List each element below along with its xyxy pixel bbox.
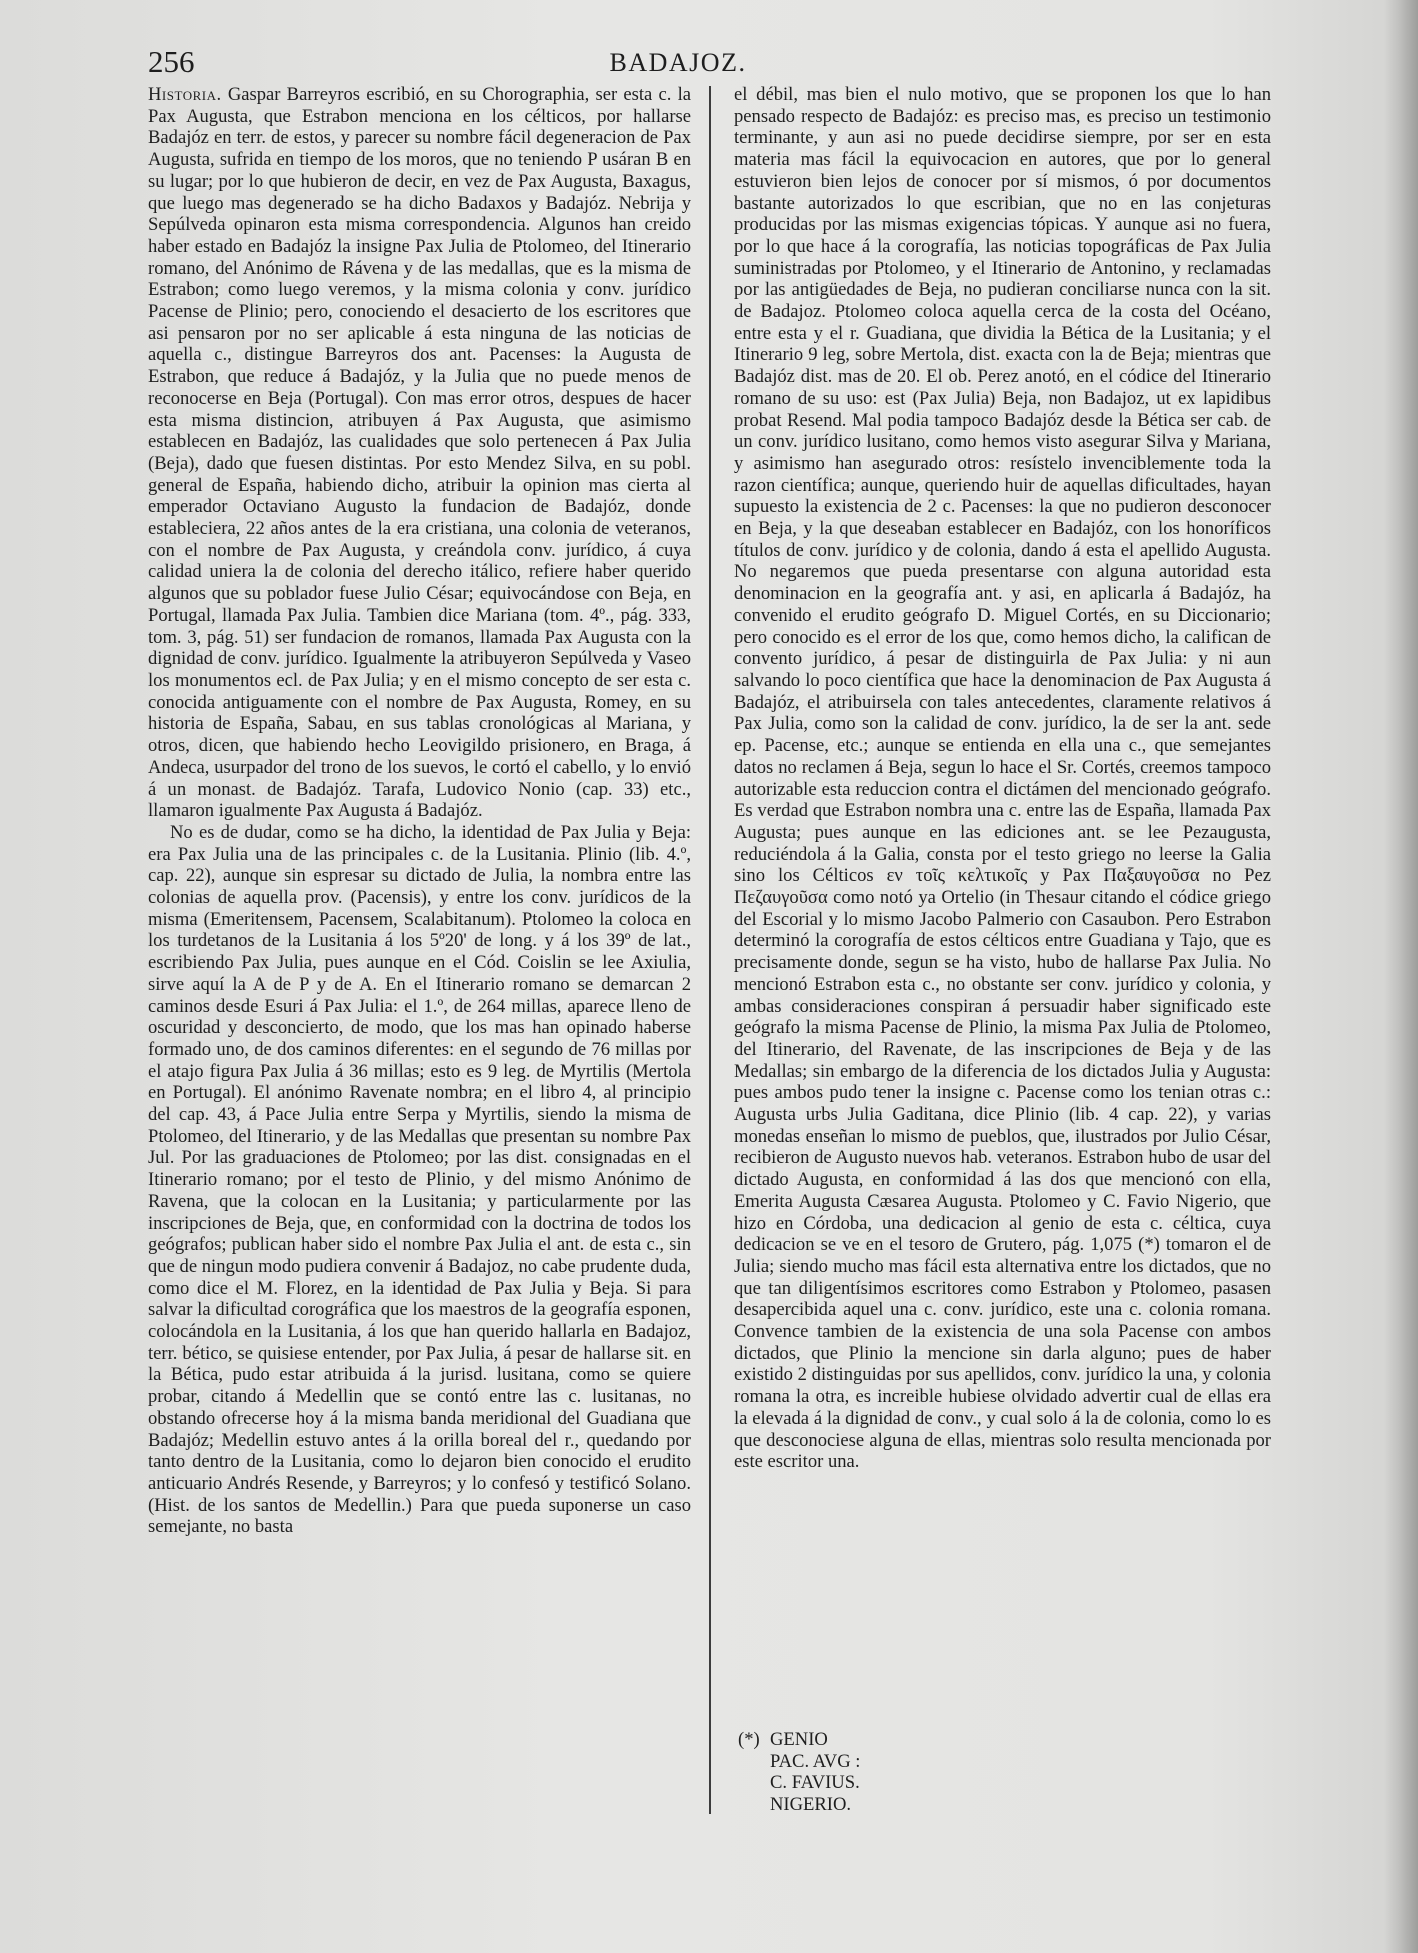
running-title: BADAJOZ. <box>609 48 747 77</box>
inscription-line: C. FAVIUS. <box>770 1772 860 1793</box>
left-column <box>148 84 691 1814</box>
paragraph-continuation: el débil, mas bien el nulo motivo, que se proponen los que lo han pensado respecto de Badajóz: es preciso mas, es preciso un testimonio terminante, y aun asi no puede decidirse siempre, por ser en esta materia mas fácil la equivocacion en autores, que por lo general estuvieron bien lejos de conocer por sí mismos, ó por documentos bastante autorizados lo que escribian, que no en las conjeturas producidas por las mismas exigencias tópicas. Y aunque asi no fuera, por lo que hace á la corografía, las noticias topográficas de Pax Julia suministradas por Ptolomeo, y el Itinerario de Antonino, y reclamadas por las antigüedades de Beja, no pudieran conciliarse nunca con la sit. de Badajoz. Ptolomeo coloca aquella cerca de la costa del Océano, entre esta y el r. Guadiana, que dividia la Bética de la Lusitania; y el Itinerario 9 leg, sobre Mertola, dist. exacta con la de Beja; mientras que Badajóz dist. mas de 20. El ob. Perez anotó, en el códice del Itinerario romano de su uso: est (Pax Julia) Beja, non Badajoz, ut ex lapidibus probat Resend. Mal podia tampoco Badajóz desde la Bética ser cab. de un conv. jurídico lusitano, como hemos visto asegurar Silva y Mariana, y asimismo han asegurado otros: resístelo invenciblemente toda la razon científica; aunque, queriendo huir de aquellas dificultades, hayan supuesto la existencia de 2 c. Pacenses: la que no pudieron desconocer en Beja, y la que deseaban establecer en Badajóz, con los honoríficos títulos de conv. jurídico y de colonia, dando á esta el apellido Augusta. No negaremos que pueda presentarse con alguna autoridad esta denominacion en la geografía ant. y asi, en aplicarla á Badajóz, ha convenido el erudito geógrafo D. Miguel Cortés, en su Diccionario; pero conocido es el error de los que, como hemos dicho, la califican de convento jurídico, á pesar de distinguirla de Pax Julia: y ni aun salvando lo poco científica que hace la denominacion de Pax Augusta á Badajóz, el atribuirsela con tales antecedentes, claramente relativos á Pax Julia, como son la calidad de conv. jurídico, la de ser la ant. sede ep. Pacense, etc.; aunque se entienda en ella una c., que semejantes datos no reclamen á Beja, segun lo hace el Sr. Cortés, creemos tampoco autorizable esta reduccion contra el dictámen del mencionado geógrafo. Es verdad que Estrabon nombra una c. entre las de España, llamada Pax Augusta; pues aunque en las ediciones ant. se lee Pezaugusta, reduciéndola á la Galia, consta por el testo griego no leerse la Galia sino los Célticos εν τοῖς κελτικοῖς y Pax Παξαυγοῦσα no Pez Πεζαυγοῦσα como notó ya Ortelio (in Thesaur citando el códice griego del Escorial y lo mismo Jacobo Palmerio con Casaubon. Pero Estrabon determinó la corografía de estos célticos entre Guadiana y Tajo, que es precisamente donde, segun se ha visto, hubo de hallarse Pax Julia. No mencionó Estrabon esta c., no obstante ser conv. jurídico y colonia, y ambas consideraciones conspiran á persuadir haber significado este geógrafo la misma Pacense de Plinio, la misma Pax Julia de Ptolomeo, del Itinerario, del Ravenate, de las inscripciones de Beja y de las Medallas; sin embargo de la diferencia de los dictados Julia y Augusta: pues ambos pudo tener la insigne c. Pacense como los tenian otras c.: Augusta urbs Julia Gaditana, dice Plinio (lib. 4 cap. 22), y varias monedas enseñan lo mismo de pueblos, que, ilustrados por Julio César, recibieron de Augusto nuevos hab. veteranos. Estrabon hubo de usar del dictado Augusta, en conformidad á las dos que mencionó con ella, Emerita Augusta Cæsarea Augusta. Ptolomeo y C. Favio Nigerio, que hizo en Córdoba, una dedicacion al genio de esta c. céltica, cuya dedicacion se ve en el tesoro de Grutero, pág. 1,075 (*) tomaron el de Julia; siendo mucho mas fácil esta alternativa entre los dictados, que no que tan diligentísimos escritores como Estrabon y Ptolomeo, pasasen desapercibida aquel una c. conv. jurídico, este una c. colonia romana. Convence tambien de la existencia de una sola Pacense con ambos dictados, que Plinio la mencione sin darla alguno; pues de haber existido 2 distinguidas por sus apellidos, conv. jurídico la una, y colonia romana la otra, es increible hubiese olvidado advertir cual de ellas era la elevada á la dignidad de conv., y cual solo á la de colonia, como lo es que desconociese alguna de ellas, mientras solo resulta mencionada por este escritor una. <box>734 84 1271 1473</box>
paragraph-historia <box>148 84 691 822</box>
page-number: 256 <box>148 44 195 79</box>
paragraph-pax-julia: No es de dudar, como se ha dicho, la identidad de Pax Julia y Beja: era Pax Julia una de las principales c. de la Lusitania. Plinio (lib. 4.º, cap. 22), aunque sin espresar su dictado de Julia, la nombra entre las colonias de aquella prov. (Pacensis), y entre los conv. jurídicos de la misma (Emeritensem, Pacensem, Scalabitanum). Ptolomeo la coloca en los turdetanos de la Lusitania á los 5º20' de long. y á los 39º de lat., escribiendo Pax Julia, pues aunque en el Cód. Coislin se lee Axiulia, sirve aquí la A de P y de A. En el Itinerario romano se demarcan 2 caminos desde Esuri á Pax Julia: el 1.º, de 264 millas, aparece lleno de oscuridad y desconcierto, de modo, que los mas han opinado haberse formado uno, de dos caminos diferentes: en el segundo de 76 millas por el atajo figura Pax Julia á 36 millas; esto es 9 leg. de Myrtilis (Mertola en Portugal). El anónimo Ravenate nombra; en el libro 4, al principio del cap. 43, á Pace Julia entre Serpa y Myrtilis, siendo la misma de Ptolomeo, del Itinerario, y de las Medallas que presentan su nombre Pax Jul. Por las graduaciones de Ptolomeo; por las dist. consignadas en el Itinerario romano; por el testo de Plinio, y del mismo Anónimo de Ravena, que la colocan en la Lusitania; y particularmente por las inscripciones de Beja, que, en conformidad con la doctrina de todos los geógrafos; publican haber sido el nombre Pax Julia el ant. de esta c., sin que de ningun modo pudiera convenir á Badajoz, no cabe prudente duda, como dice el M. Florez, en la identidad de Pax Julia y Beja. Si para salvar la dificultad corográfica que los maestros de la geografía esponen, colocándola en la Lusitania, á los que han querido hallarla en Badajoz, terr. bético, se quisiese entender, por Pax Julia, á pesar de hallarse sit. en la Bética, pudo estar atribuida á la jurisd. lusitana, como se quiere probar, citando á Medellin que se contó entre las c. lusitanas, no obstando ofrecerse hoy á la misma banda meridional del Guadiana que Badajóz; Medellin estuvo antes á la orilla boreal del r., quedando por tanto dentro de la Lusitania, como lo dejaron bien conocido el erudito anticuario Andrés Resende, y Barreyros; y lo confesó y testificó Solano. (Hist. de los santos de Medellin.) Para que pueda suponerse un caso semejante, no basta <box>148 821 691 1538</box>
paragraph-historia-text: Gaspar Barreyros escribió, en su Chorographia, ser esta c. la Pax Augusta, que Estrabon menciona en los célticos, por hallarse Badajóz en terr. de estos, y parecer su nombre fácil degeneracion de Pax Augusta, sufrida en tiempo de los moros, que no teniendo P usáran B en su lugar; por lo que hubieron de decir, en vez de Pax Augusta, Baxagus, que luego mas degenerado se ha dicho Badaxos y Badajóz. Nebrija y Sepúlveda opinaron esta misma correspondencia. Algunos han creido haber estado en Badajóz la insigne Pax Julia de Ptolomeo, del Itinerario romano, del Anónimo de Rávena y de las medallas, que es la misma de Estrabon; como luego veremos, y la misma colonia y conv. jurídico Pacense de Plinio; pero, conociendo el desacierto de los escritores que asi pensaron por no ser aplicable á esta ninguna de las noticias de aquella c., distingue Barreyros dos ant. Pacenses: la Augusta de Estrabon, que reduce á Badajóz, y la Julia que no puede menos de reconocerse en Beja (Portugal). Con mas error otros, despues de hacer esta misma distincion, atribuyen á Pax Augusta, que asimismo establecen en Badajóz, las cualidades que solo pertenecen á Pax Julia (Beja), dado que fuesen distintas. Por esto Mendez Silva, en su pobl. general de España, habiendo dicho, atribuir la opinion mas cierta al emperador Octaviano Augusto la fundacion de Badajóz, donde estableciera, 22 años antes de la era cristiana, una colonia de veteranos, con el nombre de Pax Augusta, y creándola conv. jurídico, á cuya calidad uniera la de colonia del derecho itálico, refiere haber querido algunos que su poblador fuese Julio César; equivocándose con Beja, en Portugal, llamada Pax Julia. Tambien dice Mariana (tom. 4º., pág. 333, tom. 3, pág. 51) ser fundacion de romanos, llamada Pax Augusta con la dignidad de conv. jurídico. Igualmente la atribuyeron Sepúlveda y Vaseo los monumentos ecl. de Pax Julia; y en el mismo concepto de ser esta c. conocida antiguamente con el nombre de Pax Augusta, Romey, en su historia de España, Sabau, en sus tablas cronológicas al Mariana, y otros, dicen, que habiendo hecho Leovigildo prisionero, en Braga, á Andeca, usurpador del trono de los suevos, le cortó el cabello, y lo envió á un monast. de Badajóz. Tarafa, Ludovico Nonio (cap. 33) etc., llamaron igualmente Pax Augusta á Badajóz. <box>148 84 691 822</box>
inscription-line: GENIO <box>770 1729 828 1750</box>
inscription-line: NIGERIO. <box>770 1793 852 1815</box>
page-curl-shadow <box>1384 0 1418 1953</box>
inscription-lines <box>770 1729 1010 1815</box>
column-divider <box>709 86 711 1814</box>
page-header <box>148 44 1208 80</box>
right-column <box>734 84 1271 1614</box>
inscription-line: PAC. AVG : <box>770 1750 861 1772</box>
section-label: Historia. <box>148 84 222 105</box>
footnote-marker: (*) <box>738 1729 760 1750</box>
